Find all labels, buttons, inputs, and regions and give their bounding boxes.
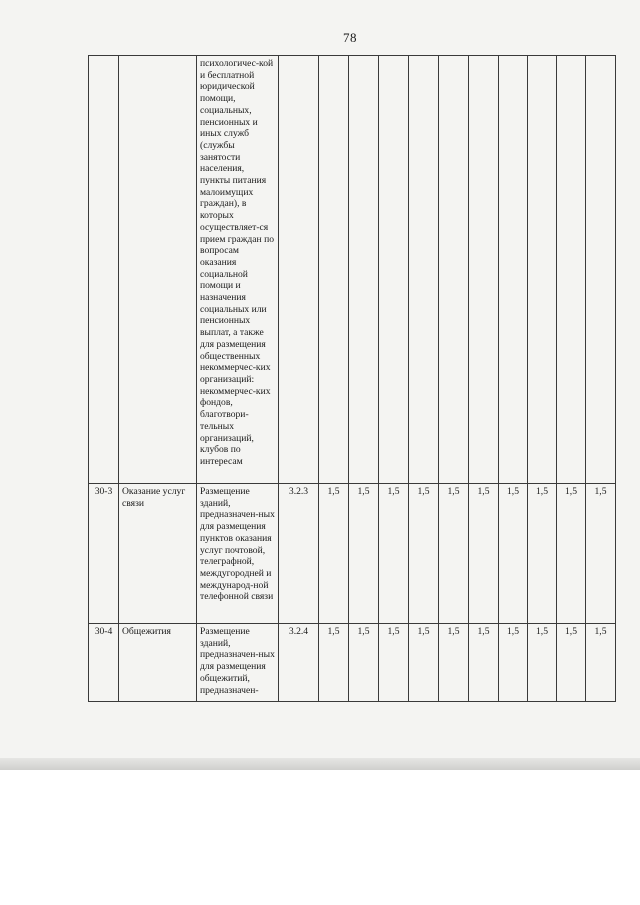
value-cell: 1,5 xyxy=(469,624,499,702)
classifier-code-cell: 3.2.4 xyxy=(279,624,319,702)
value-cell xyxy=(409,56,439,484)
value-cell xyxy=(499,56,528,484)
value-cell xyxy=(528,56,557,484)
value-cell: 1,5 xyxy=(528,484,557,624)
table-row xyxy=(89,624,616,702)
code-cell: 30-4 xyxy=(89,624,119,702)
value-cell xyxy=(469,56,499,484)
name-cell xyxy=(119,56,197,484)
value-cell xyxy=(379,56,409,484)
value-cell xyxy=(439,56,469,484)
value-cell xyxy=(319,56,349,484)
page-number: 78 xyxy=(343,30,357,45)
value-cell: 1,5 xyxy=(319,624,349,702)
description-cell: психологичес-кой и бесплатной юридической помощи, социальных, пенсионных и иных служб (службы занятости населения, пункты питания малоимущих граждан), в которых осуществляет-ся прием граждан по вопросам оказания социальной помощи и назначения социальных или пенсионных выплат, а также для размещения общественных некоммерчес-ких организаций: некоммерчес-ких фондов, благотвори-тельных организаций, клубов по интересам xyxy=(197,56,279,484)
value-cell: 1,5 xyxy=(379,484,409,624)
value-cell: 1,5 xyxy=(557,484,586,624)
zoning-table xyxy=(88,55,616,702)
value-cell: 1,5 xyxy=(319,484,349,624)
value-cell: 1,5 xyxy=(586,484,616,624)
name-cell: Общежития xyxy=(119,624,197,702)
code-cell xyxy=(89,56,119,484)
value-cell: 1,5 xyxy=(439,484,469,624)
value-cell: 1,5 xyxy=(557,624,586,702)
description-cell: Размещение зданий, предназначен-ных для размещения общежитий, предназначен- xyxy=(197,624,279,702)
code-cell: 30-3 xyxy=(89,484,119,624)
value-cell: 1,5 xyxy=(586,624,616,702)
value-cell xyxy=(586,56,616,484)
name-cell: Оказание услуг связи xyxy=(119,484,197,624)
description-cell: Размещение зданий, предназначен-ных для размещения пунктов оказания услуг почтовой, телеграфной, междугородней и международ-ной телефонной связи xyxy=(197,484,279,624)
value-cell: 1,5 xyxy=(499,484,528,624)
value-cell: 1,5 xyxy=(409,484,439,624)
value-cell: 1,5 xyxy=(379,624,409,702)
value-cell: 1,5 xyxy=(499,624,528,702)
value-cell xyxy=(557,56,586,484)
classifier-code-cell xyxy=(279,56,319,484)
table-row xyxy=(89,484,616,624)
value-cell xyxy=(349,56,379,484)
value-cell: 1,5 xyxy=(349,624,379,702)
value-cell: 1,5 xyxy=(469,484,499,624)
value-cell: 1,5 xyxy=(409,624,439,702)
page-edge-shadow xyxy=(0,758,640,770)
table-row xyxy=(89,56,616,484)
value-cell: 1,5 xyxy=(349,484,379,624)
value-cell: 1,5 xyxy=(528,624,557,702)
classifier-code-cell: 3.2.3 xyxy=(279,484,319,624)
value-cell: 1,5 xyxy=(439,624,469,702)
